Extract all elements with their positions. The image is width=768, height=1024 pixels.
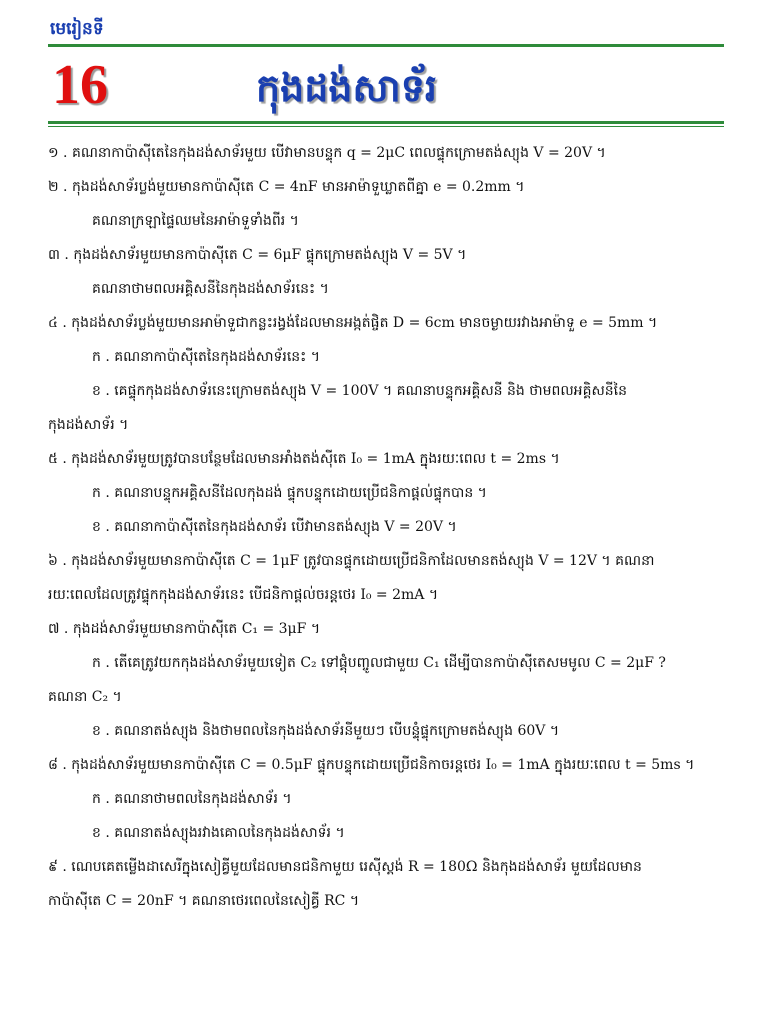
lesson-number: 16 <box>52 54 108 116</box>
exercise-7-part-b: ខ . គណនាតង់ស្យុង និងថាមពលនៃកុងដង់សាទ័រនីមួយៗ បើបន្ទុំផ្ទុកក្រោមតង់ស្យុង 60V ។ <box>92 723 560 739</box>
title-rule <box>48 121 724 124</box>
exercise-4: ៤ . កុងដង់សាទ័រប្លង់មួយមានអាម៉ាទួជាកន្លះរង្វង់ដែលមានអង្កត់ផ្ចិត D = 6cm មានចម្ងាយរវាងអាម៉ាទួ e = 5mm ។ <box>48 315 658 331</box>
exercise-2: ២ . កុងដង់សាទ័រប្លង់មួយមានកាប៉ាស៊ីតេ C = 4nF មានអាម៉ាទួឃ្លាតពីគ្នា e = 0.2mm ។ <box>48 179 525 195</box>
title-rule-thin <box>48 126 724 127</box>
exercise-4-part-a: ក . គណនាកាប៉ាស៊ីតេនៃកុងដង់សាទ័រនេះ ។ <box>92 349 321 365</box>
exercise-6: ៦ . កុងដង់សាទ័រមួយមានកាប៉ាស៊ីតេ C = 1μF ត្រូវបានផ្ទុកដោយប្រើជនិកាដែលមានតង់ស្យុង V = 12V ។ គណនា <box>48 553 655 569</box>
exercise-1: ១ . គណនាកាប៉ាស៊ីតេនៃកុងដង់សាទ័រមួយ បើវាមានបន្ទុក q = 2μC ពេលផ្ទុកក្រោមតង់ស្យុង V = 20V ។ <box>48 145 606 161</box>
exercise-7: ៧ . កុងដង់សាទ័រមួយមានកាប៉ាស៊ីតេ C₁ = 3μF ។ <box>48 621 321 637</box>
exercise-3-question: គណនាថាមពលអគ្គិសនីនៃកុងដង់សាទ័រនេះ ។ <box>92 281 329 297</box>
exercise-4-part-b-cont: កុងដង់សាទ័រ ។ <box>48 417 129 433</box>
exercise-5-part-b: ខ . គណនាកាប៉ាស៊ីតេនៃកុងដង់សាទ័រ បើវាមានតង់ស្យុង V = 20V ។ <box>92 519 457 535</box>
exercise-5: ៥ . កុងដង់សាទ័រមួយត្រូវបានបន្ថែមដែលមានអាំងតង់ស៊ីតេ I₀ = 1mA ក្នុងរយៈពេល t = 2ms ។ <box>48 451 560 467</box>
lesson-label: មេរៀនទី <box>50 19 104 39</box>
exercise-6-cont: រយៈពេលដែលត្រូវផ្ទុកកុងដង់សាទ័រនេះ បើជនិកាផ្ដល់ចរន្តថេរ I₀ = 2mA ។ <box>48 587 439 603</box>
exercise-7-part-a-cont: គណនា C₂ ។ <box>48 689 122 705</box>
exercise-list <box>48 136 728 918</box>
exercise-9: ៩ . ណេបគេតម្លើងដាសេរីក្នុងសៀគ្វីមួយដែលមានជនិកាមួយ រេស៊ីស្តង់ R = 180Ω និងកុងដង់សាទ័រ មួយដែលមាន <box>48 859 642 875</box>
page-title: កុងដង់សាទ័រ <box>256 66 437 110</box>
exercise-8-part-b: ខ . គណនាតង់ស្យុងរវាងគោលនៃកុងដង់សាទ័រ ។ <box>92 825 345 841</box>
exercise-7-part-a: ក . តើគេត្រូវយកកុងដង់សាទ័រមួយទៀត C₂ ទៅផ្គុំបញ្ចូលជាមួយ C₁ ដើម្បីបានកាប៉ាស៊ីតេសមមូល C = 2μF ? <box>92 655 666 671</box>
exercise-9-cont: កាប៉ាស៊ីតេ C = 20nF ។ គណនាថេរពេលនៃសៀគ្វី RC ។ <box>48 893 360 909</box>
exercise-8: ៨ . កុងដង់សាទ័រមួយមានកាប៉ាស៊ីតេ C = 0.5μF ផ្ទុកបន្ទុកដោយប្រើជនិកាចរន្តថេរ I₀ = 1mA ក្នុងរយៈពេល t = 5ms ។ <box>48 757 695 773</box>
exercise-5-part-a: ក . គណនាបន្ទុកអគ្គិសនីដែលកុងដង់ ផ្ទុកបន្ទុកដោយប្រើជនិកាផ្ដល់ផ្ទុកបាន ។ <box>92 485 487 501</box>
exercise-4-part-b: ខ . គេផ្ទុកកុងដង់សាទ័រនេះក្រោមតង់ស្យុង V = 100V ។ គណនាបន្ទុកអគ្គិសនី និង ថាមពលអគ្គិសនីនៃ <box>92 383 628 399</box>
top-rule <box>48 44 724 47</box>
exercise-8-part-a: ក . គណនាថាមពលនៃកុងដង់សាទ័រ ។ <box>92 791 292 807</box>
exercise-2-question: គណនាក្រឡាផ្ទៃឈមនៃអាម៉ាទួទាំងពីរ ។ <box>92 213 299 229</box>
exercise-3: ៣ . កុងដង់សាទ័រមួយមានកាប៉ាស៊ីតេ C = 6μF ផ្ទុកក្រោមតង់ស្យុង V = 5V ។ <box>48 247 467 263</box>
